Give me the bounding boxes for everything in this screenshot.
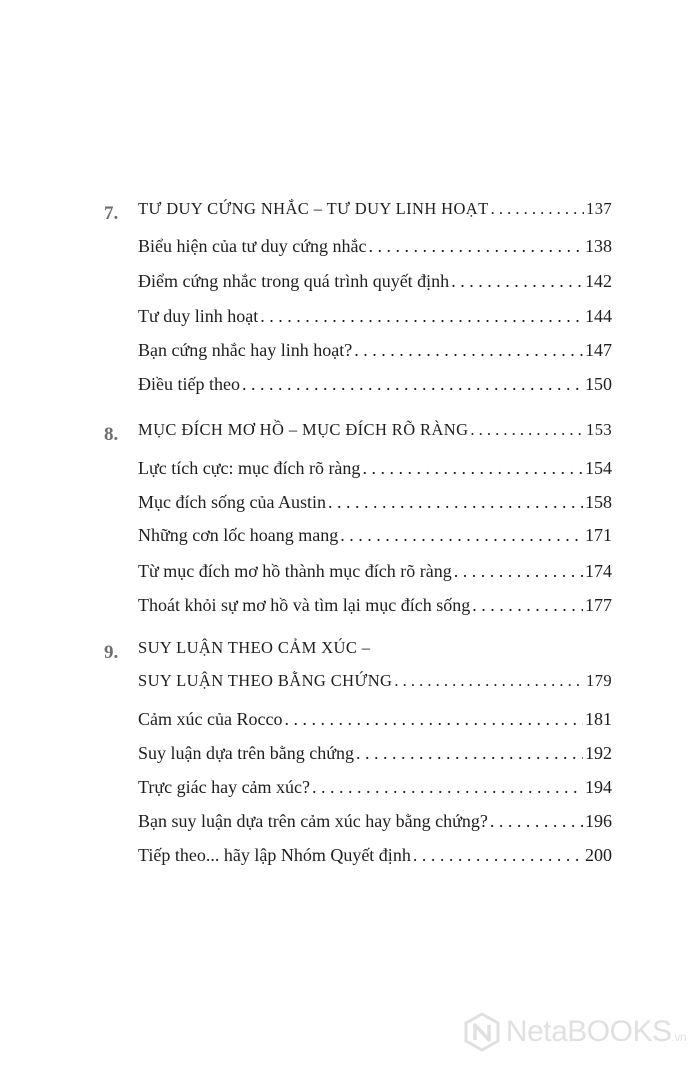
- entry-title: Biểu hiện của tư duy cứng nhắc: [138, 236, 367, 256]
- page-number: 158: [585, 492, 612, 512]
- toc-entry[interactable]: [138, 306, 612, 336]
- entry-title: Tiếp theo... hãy lập Nhóm Quyết định: [138, 845, 411, 865]
- dot-leader: [354, 340, 583, 361]
- entry-title: Trực giác hay cảm xúc?: [138, 777, 311, 797]
- toc-entry[interactable]: [138, 492, 612, 522]
- entry-title: Cảm xúc của Rocco: [138, 709, 283, 729]
- toc-entry[interactable]: [138, 595, 612, 625]
- entry-title: Điểm cứng nhắc trong quá trình quyết định: [138, 271, 450, 291]
- chapter-heading[interactable]: [138, 199, 612, 229]
- dot-leader: [242, 374, 583, 395]
- toc-entry[interactable]: [138, 709, 612, 739]
- dot-leader: [470, 420, 584, 440]
- entry-title: Tư duy linh hoạt: [138, 306, 259, 326]
- toc-entry[interactable]: [138, 845, 612, 875]
- chapter-number: 8.: [104, 424, 119, 445]
- page-number: 181: [585, 709, 612, 729]
- page-number: 154: [585, 458, 612, 478]
- page-number: 192: [585, 743, 612, 763]
- page-number: 171: [585, 525, 612, 545]
- chapter-heading-line-1[interactable]: [138, 638, 612, 668]
- chapter-heading[interactable]: [138, 420, 612, 450]
- page-number: 179: [586, 671, 612, 690]
- dot-leader: [260, 306, 583, 327]
- chapter-number: 9.: [104, 642, 119, 663]
- page-number: 177: [585, 595, 612, 615]
- page-number: 174: [585, 561, 612, 581]
- page-number: 196: [585, 811, 612, 831]
- watermark-suffix: .vn: [671, 1030, 686, 1044]
- chapter-number: 7.: [104, 203, 119, 224]
- page-number: 137: [586, 199, 612, 218]
- page-number: 142: [585, 271, 612, 291]
- watermark-text: [506, 1015, 686, 1049]
- entry-title: Những cơn lốc hoang mang: [138, 525, 339, 545]
- toc-entry[interactable]: [138, 743, 612, 773]
- toc-entry[interactable]: [138, 811, 612, 841]
- dot-leader: [491, 199, 584, 219]
- chapter-title: SUY LUẬN THEO CẢM XÚC –: [138, 638, 371, 657]
- toc-entry[interactable]: [138, 374, 612, 404]
- netabooks-logo-icon: [462, 1012, 502, 1052]
- entry-title: Thoát khỏi sự mơ hồ và tìm lại mục đích sống: [138, 595, 471, 615]
- entry-title: Suy luận dựa trên bằng chứng: [138, 743, 354, 763]
- page-number: 144: [585, 306, 612, 326]
- page-number: 153: [586, 420, 612, 439]
- page-number: 200: [585, 845, 612, 865]
- toc-entry[interactable]: [138, 236, 612, 266]
- toc-entry[interactable]: [138, 777, 612, 807]
- page-number: 150: [585, 374, 612, 394]
- chapter-title: MỤC ĐÍCH MƠ HỒ – MỤC ĐÍCH RÕ RÀNG: [138, 420, 469, 439]
- toc-entry[interactable]: [138, 561, 612, 591]
- entry-title: Bạn cứng nhắc hay linh hoạt?: [138, 340, 353, 360]
- page-number: 147: [585, 340, 612, 360]
- entry-title: Bạn suy luận dựa trên cảm xúc hay bằng chứng?: [138, 811, 488, 831]
- dot-leader: [368, 236, 583, 257]
- dot-leader: [362, 458, 583, 479]
- chapter-heading-line-2[interactable]: [138, 671, 612, 701]
- watermark-brand: NetaBOOKS: [505, 1015, 672, 1048]
- entry-title: Từ mục đích mơ hồ thành mục đích rõ ràng: [138, 561, 452, 581]
- page-number: 194: [585, 777, 612, 797]
- toc-entry[interactable]: [138, 525, 612, 555]
- dot-leader: [413, 845, 583, 866]
- entry-title: Mục đích sống của Austin: [138, 492, 326, 512]
- dot-leader: [394, 671, 584, 691]
- dot-leader: [284, 709, 583, 730]
- toc-entry[interactable]: [138, 458, 612, 488]
- dot-leader: [472, 595, 583, 616]
- dot-leader: [454, 561, 583, 582]
- toc-entry[interactable]: [138, 271, 612, 301]
- dot-leader: [356, 743, 583, 764]
- entry-title: Điều tiếp theo: [138, 374, 240, 394]
- dot-leader: [312, 777, 583, 798]
- dot-leader: [451, 271, 583, 292]
- watermark: [462, 1012, 686, 1052]
- chapter-title: TƯ DUY CỨNG NHẮC – TƯ DUY LINH HOẠT: [138, 199, 489, 218]
- entry-title: Lực tích cực: mục đích rõ ràng: [138, 458, 361, 478]
- chapter-title: SUY LUẬN THEO BẰNG CHỨNG: [138, 671, 393, 690]
- page-number: 138: [585, 236, 612, 256]
- dot-leader: [328, 492, 583, 513]
- dot-leader: [340, 525, 583, 546]
- dot-leader: [490, 811, 583, 832]
- toc-entry[interactable]: [138, 340, 612, 370]
